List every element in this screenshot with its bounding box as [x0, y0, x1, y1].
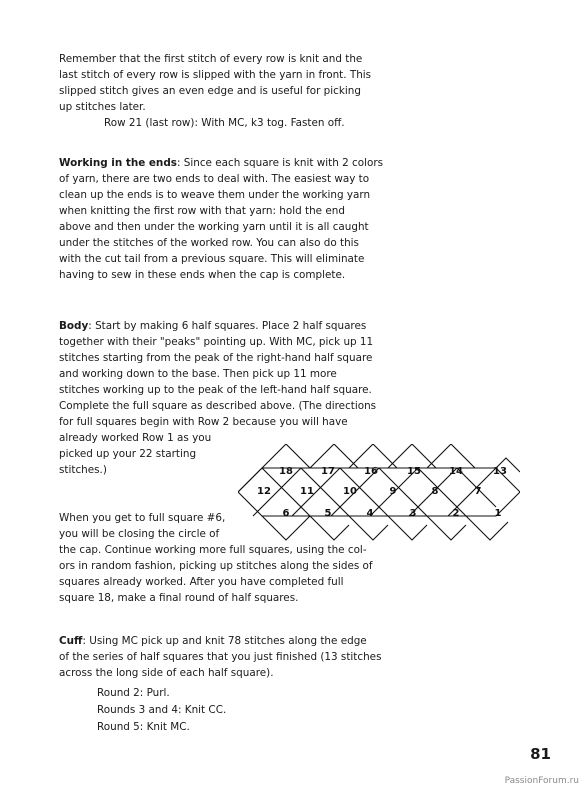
page-number: 81 [530, 745, 551, 763]
body-line: Complete the full square as described above. (The directions [59, 400, 377, 412]
square-label: 15 [407, 466, 421, 477]
ends-line: clean up the ends is to weave them under the working yarn [59, 189, 371, 201]
body-line: squares already worked. After you have completed full [59, 576, 344, 588]
ends-line: under the stitches of the worked row. You can also do this [59, 237, 359, 249]
body-line: together with their "peaks" pointing up. With MC, pick up 11 [59, 336, 374, 348]
square-label: 11 [300, 486, 314, 497]
body-line: and working down to the base. Then pick up 11 more [59, 368, 337, 380]
cuff-line: of the series of half squares that you just finished (13 stitches [59, 651, 382, 663]
body-line: the cap. Continue working more full squares, using the col- [59, 544, 367, 556]
ends-paragraph [59, 155, 389, 283]
ends-line: having to sew in these ends when the cap is complete. [59, 269, 346, 281]
cuff-round: Round 5: Knit MC. [97, 721, 190, 733]
body-line: square 18, make a final round of half squares. [59, 592, 299, 604]
square-label: 14 [449, 466, 463, 477]
cuff-paragraph [59, 633, 389, 681]
ends-line: above and then under the working yarn until it is all caught [59, 221, 369, 233]
square-label: 3 [409, 508, 417, 519]
square-label: 8 [431, 486, 439, 497]
body-line: When you get to full square #6, [59, 512, 226, 524]
ends-line: with the cut tail from a previous square. This will eliminate [59, 253, 365, 265]
body-line: for full squares begin with Row 2 because you will have [59, 416, 348, 428]
row-21-instruction: Row 21 (last row): With MC, k3 tog. Fasten off. [104, 117, 345, 129]
body-line: stitches.) [59, 464, 107, 476]
cuff-round: Round 2: Purl. [97, 687, 170, 699]
body-line: already worked Row 1 as you [59, 432, 212, 444]
square-label: 9 [389, 486, 397, 497]
intro-line: Remember that the first stitch of every row is knit and the [59, 53, 363, 65]
square-label: 2 [452, 508, 460, 519]
ends-heading: Working in the ends [59, 157, 177, 169]
intro-line: up stitches later. [59, 101, 146, 113]
square-label: 6 [282, 508, 290, 519]
body-line: picked up your 22 starting [59, 448, 197, 460]
square-layout-diagram [238, 444, 520, 544]
square-label: 17 [321, 466, 335, 477]
cuff-round: Rounds 3 and 4: Knit CC. [97, 704, 227, 716]
cuff-heading: Cuff [59, 635, 83, 647]
intro-paragraph [59, 51, 389, 115]
cuff-line: : Using MC pick up and knit 78 stitches along the edge [82, 635, 367, 647]
body-line: ors in random fashion, picking up stitches along the sides of [59, 560, 373, 572]
ends-line: when knitting the first row with that yarn: hold the end [59, 205, 345, 217]
square-label: 10 [343, 486, 357, 497]
site-watermark: PassionForum.ru [504, 776, 579, 786]
square-label: 7 [474, 486, 482, 497]
square-label: 12 [257, 486, 271, 497]
cuff-line: across the long side of each half square). [59, 667, 274, 679]
square-label: 16 [364, 466, 378, 477]
body-line: : Start by making 6 half squares. Place 2 half squares [88, 320, 367, 332]
square-label: 5 [324, 508, 332, 519]
square-label: 18 [279, 466, 293, 477]
square-label: 1 [494, 508, 502, 519]
intro-line: slipped stitch gives an even edge and is useful for picking [59, 85, 361, 97]
body-heading: Body [59, 320, 89, 332]
square-label: 13 [493, 466, 507, 477]
body-line: stitches working up to the peak of the left-hand half square. [59, 384, 372, 396]
intro-line: last stitch of every row is slipped with the yarn in front. This [59, 69, 372, 81]
square-label: 4 [366, 508, 374, 519]
ends-line: : Since each square is knit with 2 colors [176, 157, 384, 169]
body-line: stitches starting from the peak of the right-hand half square [59, 352, 373, 364]
body-line: you will be closing the circle of [59, 528, 220, 540]
ends-line: of yarn, there are two ends to deal with. The easiest way to [59, 173, 370, 185]
